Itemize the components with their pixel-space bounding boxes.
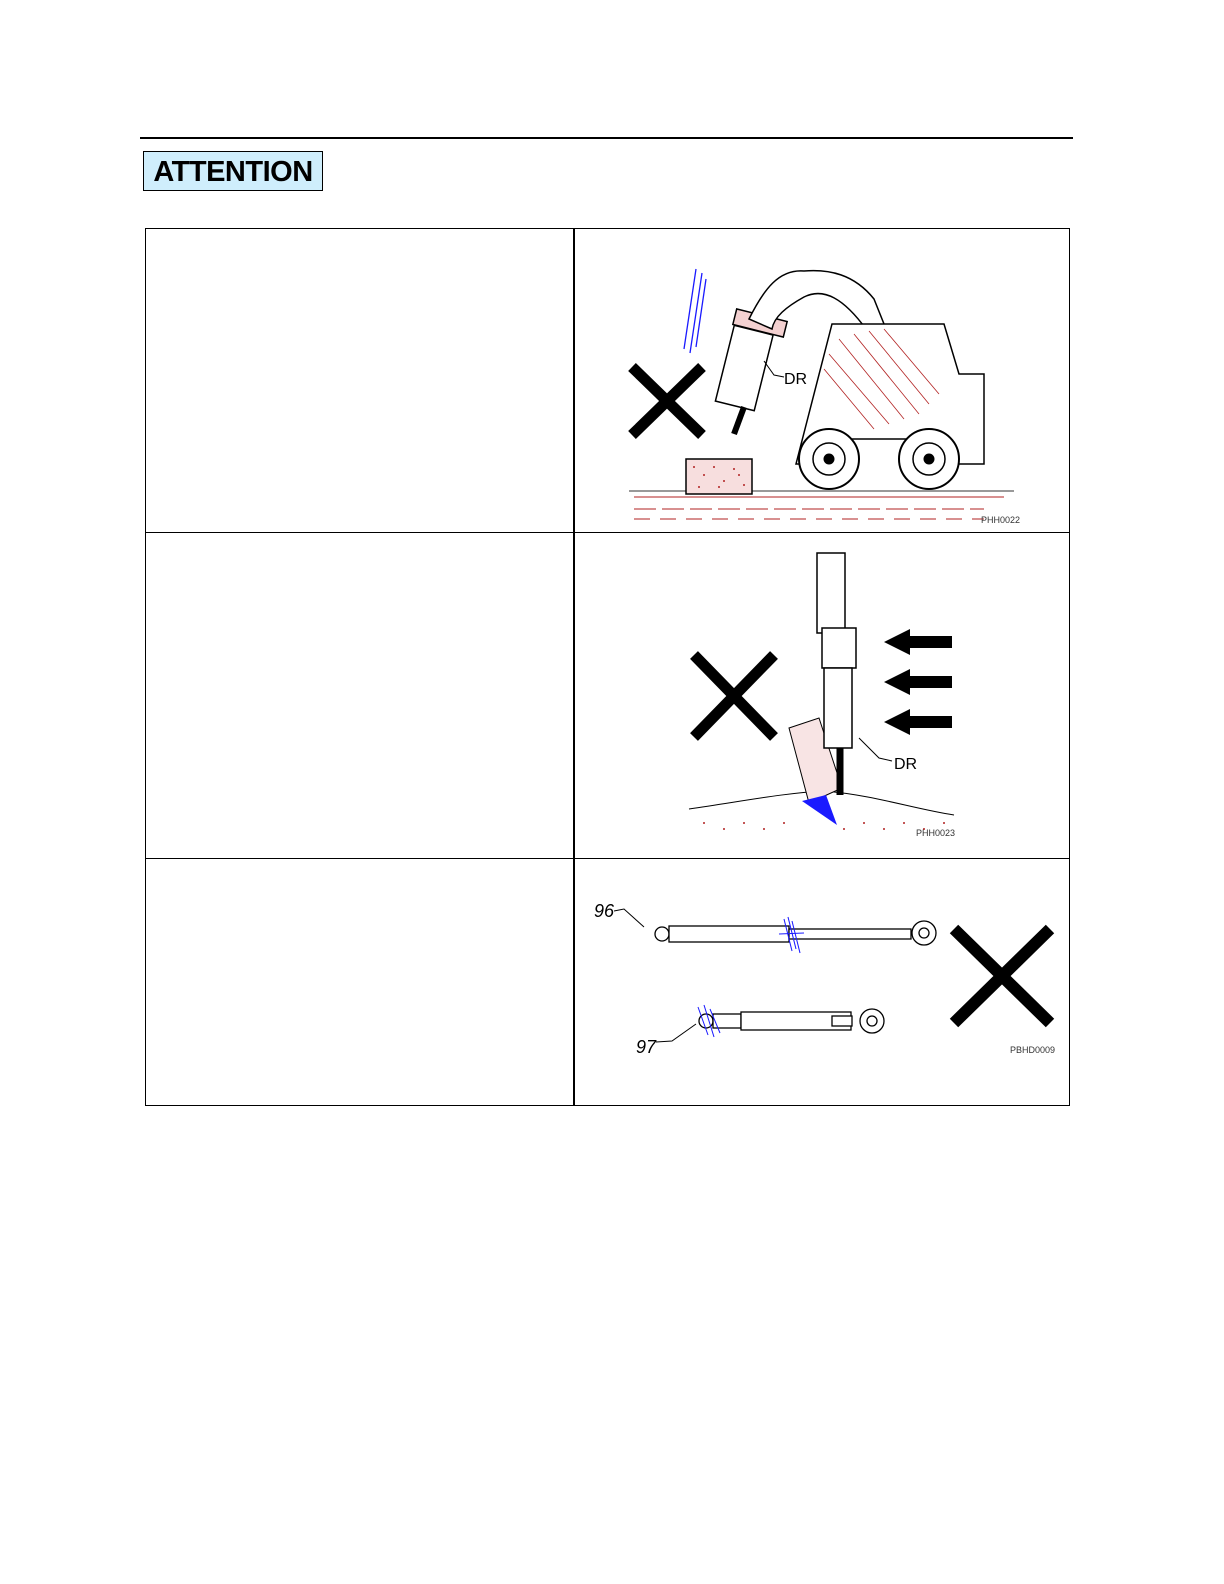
table-row [146,229,1069,532]
force-arrows-icon [884,629,952,735]
prohibited-x-icon [694,655,774,737]
figure-cylinder-stroke-limits [574,859,1069,1107]
ground-hatch [629,491,1014,519]
callout-dr: DR [784,371,808,388]
concrete-block [686,459,752,494]
callout-97: 97 [636,1037,657,1057]
vibration-lines-icon [684,269,706,353]
figure-code: PHH0023 [916,828,956,838]
row-text-cell [146,533,573,858]
attention-label: ATTENTION [143,151,323,191]
table-row [146,532,1069,858]
crack-highlight [802,795,837,825]
loader-boom [749,271,884,329]
callout-96: 96 [594,901,615,921]
header-rule [140,137,1073,139]
prohibited-x-icon [632,367,702,435]
figure-skid-steer-breaker [574,229,1069,532]
prohibited-x-icon [954,929,1050,1023]
table-row [146,858,1069,1107]
figure-code: PBHD0009 [1010,1045,1056,1055]
callout-dr: DR [894,756,918,773]
row-text-cell [146,229,573,532]
cylinder-retracted [699,1009,884,1033]
figure-breaker-side-force [574,533,1069,858]
hydraulic-breaker [715,309,787,434]
instruction-table [145,228,1070,1106]
figure-code: PHH0022 [981,515,1021,525]
row-text-cell [146,859,573,1107]
